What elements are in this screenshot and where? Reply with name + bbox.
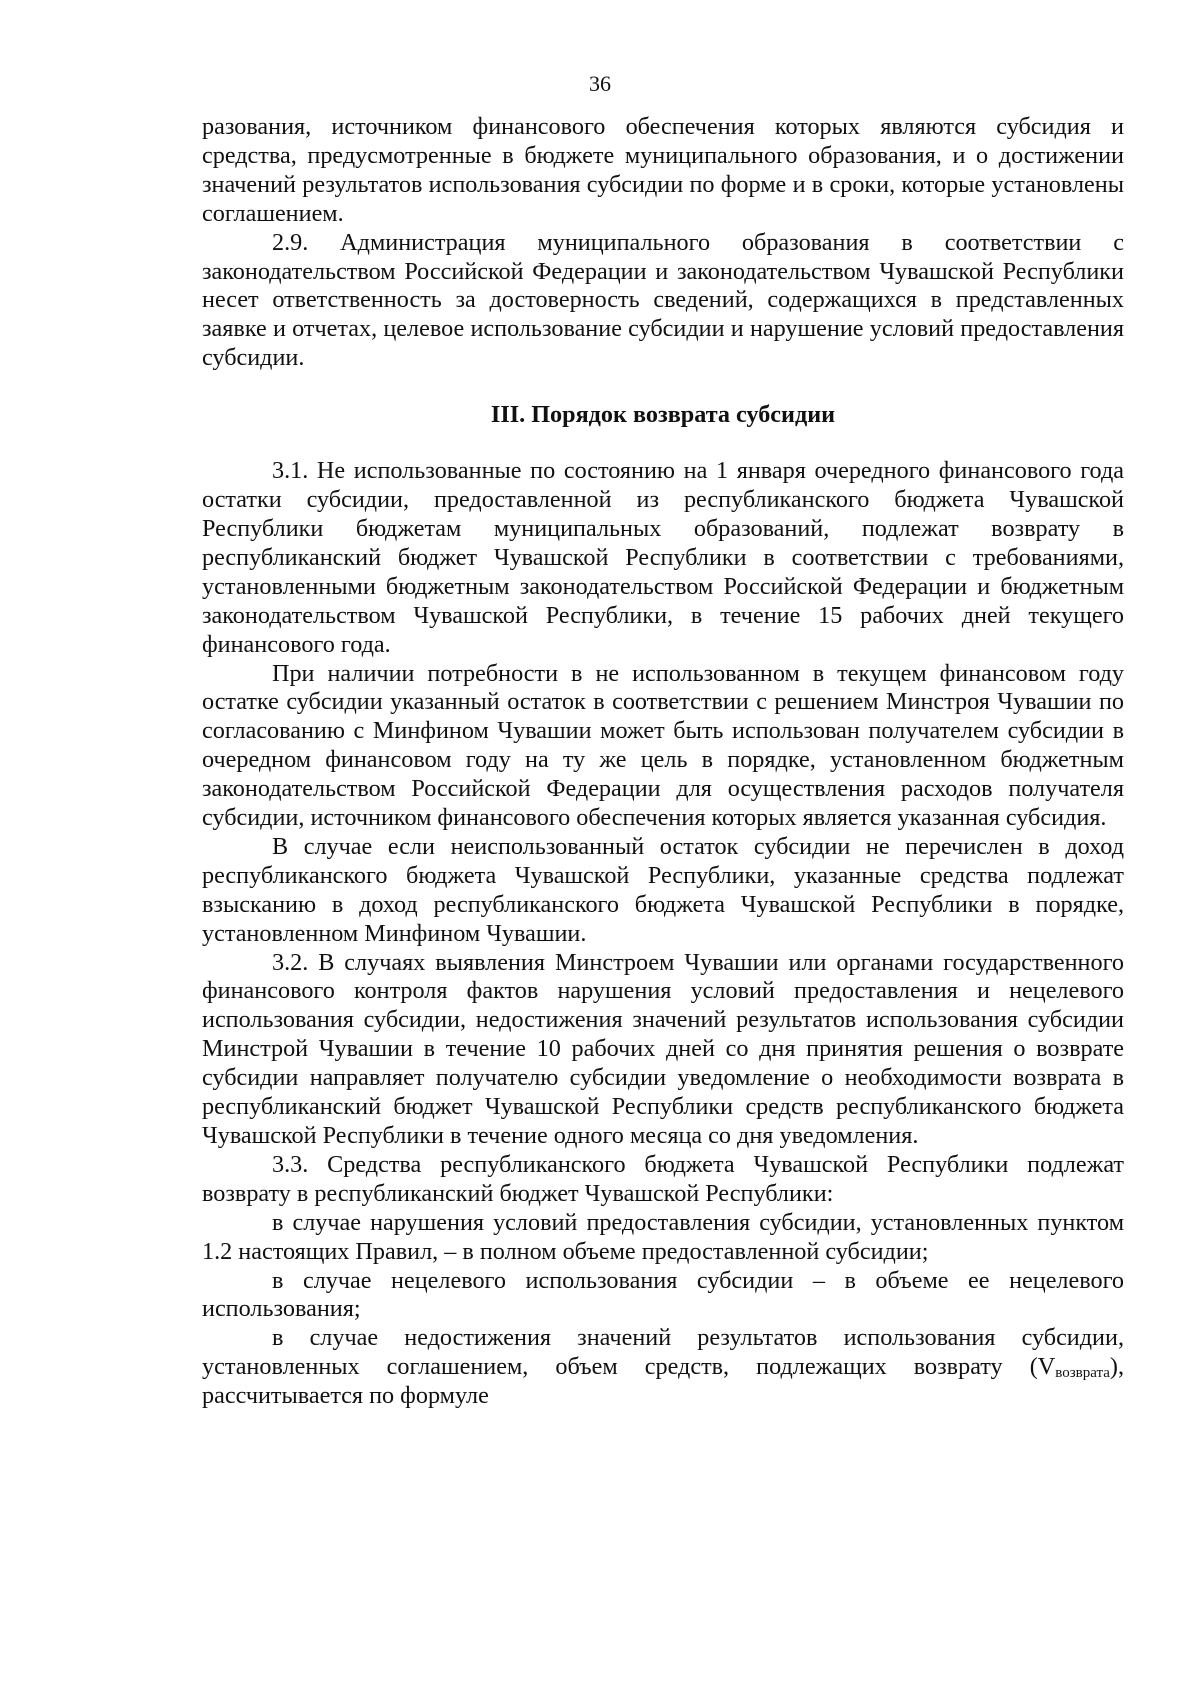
page-number: 36 — [589, 71, 611, 96]
paragraph-3-3: 3.3. Средства республиканского бюджета Чувашской Республики подлежат возврату в республиканский бюджет Чувашской Республики: — [202, 1150, 1124, 1207]
paragraph-3-2: 3.2. В случаях выявления Минстроем Чувашии или органами государственного финансового контроля фактов нарушения условий предоставления и нецелевого использования субсидии, недостижения значений результатов использования субсидии Минстрой Чувашии в течение 10 рабочих дней со дня принятия решения о возврате субсидии направляет получателю субсидии уведомление о необходимости возврата в республиканский бюджет Чувашской Республики средств республиканского бюджета Чувашской Республики в течение одного месяца со дня уведомления. — [202, 948, 1124, 1149]
paragraph-2-9: 2.9. Администрация муниципального образования в соответствии с законодательством Российской Федерации и законодательством Чувашской Республики несет ответственность за достоверность сведений, содержащихся в представленных заявке и отчетах, целевое использование субсидии и нарушение условий предоставления субсидии. — [202, 228, 1124, 372]
paragraph-3-1: 3.1. Не использованные по состоянию на 1 января очередного финансового года остатки субсидии, предоставленной из республиканского бюджета Чувашской Республики бюджетам муниципальных образований, подлежат возврату в республиканский бюджет Чувашской Республики в соответствии с требованиями, установленными бюджетным законодательством Российской Федерации и бюджетным законодательством Чувашской Республики, в течение 15 рабочих дней текущего финансового года. — [202, 457, 1124, 658]
case-non-achievement — [202, 1324, 1124, 1411]
document-body — [202, 113, 1124, 1411]
paragraph-unused-balance-need: При наличии потребности в не использованном в текущем финансовом году остатке субсидии указанный остаток в соответствии с решением Минстроя Чувашии по согласованию с Минфином Чувашии может быть использован получателем субсидии в очередном финансовом году на ту же цель в порядке, установленном бюджетным законодательством Российской Федерации для осуществления расходов получателя субсидии, источником финансового обеспечения которых является указанная субсидия. — [202, 659, 1124, 832]
case-non-achievement-text-before: в случае недостижения значений результатов использования субсидии, установленных соглашением, объем средств, подлежащих возврату (V — [202, 1324, 1124, 1381]
case-violation: в случае нарушения условий предоставления субсидии, установленных пунктом 1.2 настоящих Правил, – в полном объеме предоставленной субсидии; — [202, 1208, 1124, 1265]
intro-paragraph: разования, источником финансового обеспечения которых являются субсидия и средства, предусмотренные в бюджете муниципального образования, и о достижении значений результатов использования субсидии по форме и в сроки, которые установлены соглашением. — [202, 113, 1124, 227]
case-misuse: в случае нецелевого использования субсидии – в объеме ее нецелевого использования; — [202, 1266, 1124, 1323]
v-return-subscript: возврата — [1055, 1365, 1110, 1382]
paragraph-unused-balance-recovery: В случае если неиспользованный остаток субсидии не перечислен в доход республиканского бюджета Чувашской Республики, указанные средства подлежат взысканию в доход республиканского бюджета Чувашской Республики в порядке, установленном Минфином Чувашии. — [202, 832, 1124, 947]
case-non-achievement-text-after: ), рассчитывается по формуле — [202, 1353, 1124, 1410]
section-heading: III. Порядок возврата субсидии — [490, 401, 836, 429]
